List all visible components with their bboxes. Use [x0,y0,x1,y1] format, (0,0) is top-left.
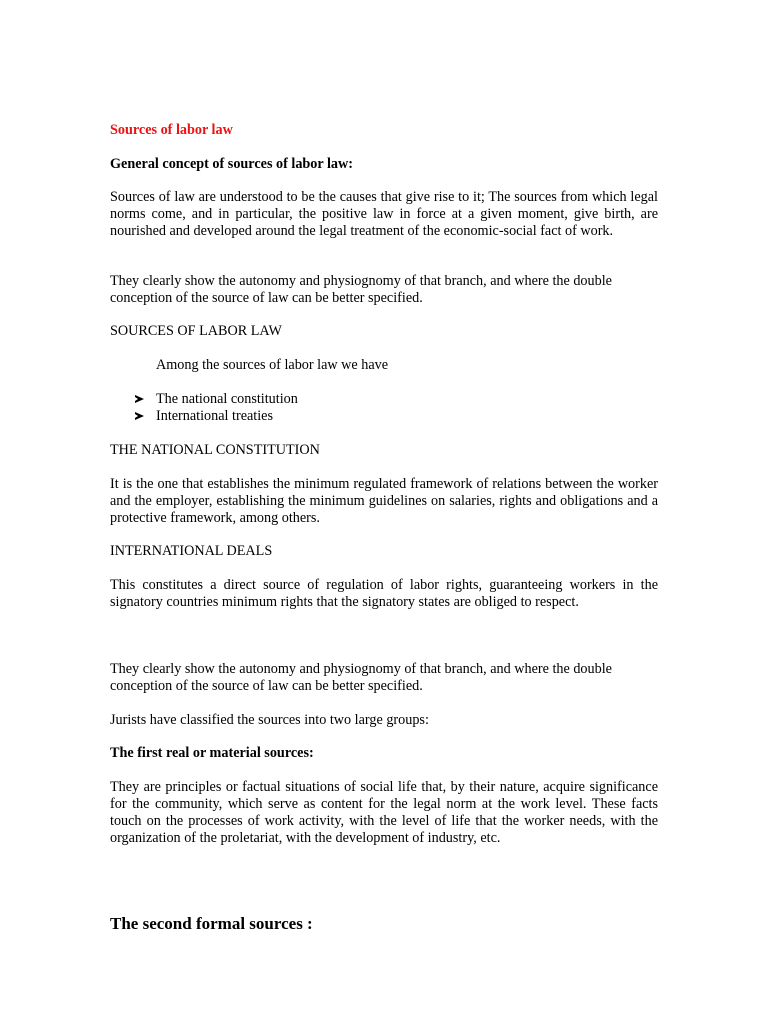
paragraph-deals: This constitutes a direct source of regulation of labor rights, guaranteeing workers in the signatory countries minimum rights that the signatory states are obliged to respect. [110,577,658,610]
general-concept-heading: General concept of sources of labor law: [110,156,353,172]
paragraph-jurists: Jurists have classified the sources into two large groups: [110,712,429,728]
list-item-label: The national constitution [156,391,298,407]
document-title: Sources of labor law [110,122,233,138]
paragraph-sources-definition: Sources of law are understood to be the causes that give rise to it; The sources from which legal norms come, and in particular, the positive law in force at a given moment, give birth, are nourished and developed around the legal treatment of the economic-social fact of work. [110,189,658,239]
arrow-bullet-icon [135,395,144,403]
sources-intro-line: Among the sources of labor law we have [156,357,389,373]
list-item [135,408,658,425]
sources-bullet-list [135,391,658,425]
paragraph-autonomy-repeat: They clearly show the autonomy and physiognomy of that branch, and where the double conception of the source of law can be better specified. [110,661,612,694]
arrow-bullet-icon [135,412,144,420]
paragraph-autonomy: They clearly show the autonomy and physiognomy of that branch, and where the double conception of the source of law can be better specified. [110,273,612,306]
list-item [135,391,658,408]
paragraph-constitution: It is the one that establishes the minimum regulated framework of relations between the worker and the employer, establishing the minimum guidelines on salaries, rights and obligations and a protective framework, among others. [110,476,658,526]
section-heading-sources: SOURCES OF LABOR LAW [110,323,282,339]
section-heading-constitution: THE NATIONAL CONSTITUTION [110,442,320,458]
second-sources-heading: The second formal sources : [110,914,313,933]
paragraph-first-sources: They are principles or factual situations of social life that, by their nature, acquire significance for the community, which serve as content for the legal norm at the work level. These facts touch on the processes of work activity, with the level of life that the worker needs, with the organization of the proletariat, with the development of industry, etc. [110,779,658,846]
first-sources-heading: The first real or material sources: [110,745,314,761]
section-heading-deals: INTERNATIONAL DEALS [110,543,273,559]
list-item-label: International treaties [156,408,273,424]
